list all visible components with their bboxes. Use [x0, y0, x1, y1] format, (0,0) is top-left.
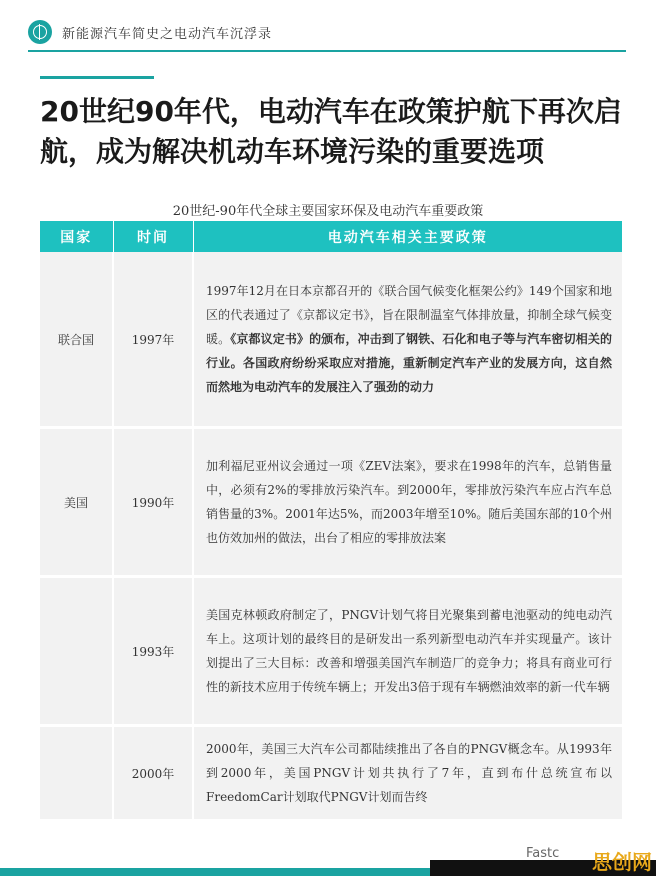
year-cell: 1997年	[113, 252, 193, 428]
page-title: 20世纪90年代，电动汽车在政策护航下再次启航，成为解决机动车环境污染的重要选项	[40, 95, 622, 168]
policy-cell	[193, 577, 622, 726]
header-divider	[28, 50, 626, 52]
policy-text: 美国克林顿政府制定了，PNGV计划气将目光聚集到蓄电池驱动的纯电动汽车上。这项计划的最终目的是研发出一系列新型电动汽车并实现量产。该计划提出了三大目标：改善和增强美国汽车制造厂的竞争力；将具有商业可行性的新技术应用于传统车辆上；开发出3倍于现有车辆燃油效率的新一代车辆	[206, 608, 612, 694]
page-header	[0, 0, 656, 62]
table-header-row	[40, 221, 622, 252]
policy-text: 2000年，美国三大汽车公司都陆续推出了各自的PNGV概念车。从1993年到2000年，美国PNGV计划共执行了7年，直到布什总统宣布以FreedomCar计划取代PNGV计划而告终	[206, 742, 612, 804]
brand-title: 新能源汽车简史之电动汽车沉浮录	[62, 27, 273, 42]
year-cell: 2000年	[113, 726, 193, 821]
table-caption: 20世纪-90年代全球主要国家环保及电动汽车重要政策	[172, 204, 484, 219]
site-logo: 思创网	[592, 850, 652, 874]
policy-text: 加利福尼亚州议会通过一项《ZEV法案》，要求在1998年的汽车，总销售量中，必须有2%的零排放污染汽车。到2000年，零排放污染汽车应占汽车总销售量的3%。2001年达5%，而2003年增至10%。随后美国东部的10个州也仿效加州的做法，出台了相应的零排放法案	[206, 459, 612, 545]
header-year: 时间	[113, 221, 193, 252]
watermark-text: Fastc	[526, 846, 560, 861]
year-cell: 1990年	[113, 428, 193, 577]
year-cell: 1993年	[113, 577, 193, 726]
country-cell	[40, 577, 113, 726]
policy-text-bold: 《京都议定书》的颁布，冲击到了钢铁、石化和电子等与汽车密切相关的行业。各国政府纷纷采取应对措施，重新制定汽车产业的发展方向，这自然而然地为电动汽车的发展注入了强劲的动力	[206, 332, 612, 394]
policy-table	[40, 221, 622, 822]
table-row	[40, 252, 622, 428]
policy-text: 1997年12月在日本京都召开的《联合国气候变化框架公约》149个国家和地区的代表通过了《京都议定书》，旨在限制温室气体排放量，抑制全球气候变暖。	[206, 284, 612, 346]
globe-icon	[28, 20, 52, 44]
title-accent-line	[40, 76, 154, 79]
table-row	[40, 428, 622, 577]
header-country: 国家	[40, 221, 113, 252]
country-cell	[40, 726, 113, 821]
header-policy: 电动汽车相关主要政策	[193, 221, 622, 252]
table-row	[40, 726, 622, 821]
country-cell: 联合国	[40, 252, 113, 428]
policy-cell	[193, 252, 622, 428]
country-cell: 美国	[40, 428, 113, 577]
policy-cell	[193, 428, 622, 577]
policy-cell	[193, 726, 622, 821]
table-row	[40, 577, 622, 726]
